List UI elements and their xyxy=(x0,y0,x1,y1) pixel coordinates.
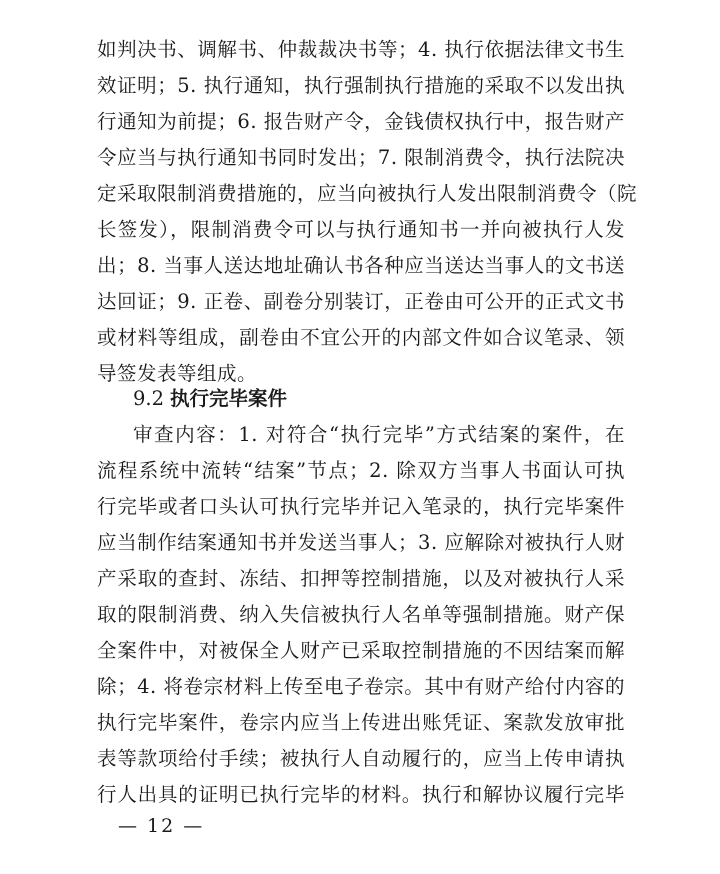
page-number: — 12 — xyxy=(118,815,205,837)
section-heading xyxy=(133,381,287,417)
section-number: 9.2 xyxy=(133,387,165,410)
paragraph-line: 行通知为前提；6. 报告财产令，金钱债权执行中，报告财产 xyxy=(97,110,625,133)
paragraph-line: 产采取的查封、冻结、扣押等控制措施，以及对被执行人采 xyxy=(97,567,625,590)
paragraph-line: 或材料等组成，副卷由不宜公开的内部文件如合议笔录、领 xyxy=(97,326,625,349)
paragraph-line: 行人出具的证明已执行完毕的材料。执行和解协议履行完毕 xyxy=(97,783,625,806)
paragraph-line: 全案件中，对被保全人财产已采取控制措施的不因结案而解 xyxy=(97,639,625,662)
paragraph-line: 取的限制消费、纳入失信被执行人名单等强制措施。财产保 xyxy=(97,603,625,626)
paragraph-line: 如判决书、调解书、仲裁裁决书等；4. 执行依据法律文书生 xyxy=(97,38,625,61)
paragraph-line: 定采取限制消费措施的，应当向被执行人发出限制消费令（院 xyxy=(97,182,638,205)
paragraph-line: 出；8. 当事人送达地址确认书各种应当送达当事人的文书送 xyxy=(97,254,625,277)
paragraph-line: 行完毕或者口头认可执行完毕并记入笔录的，执行完毕案件 xyxy=(97,495,625,518)
paragraph-line: 达回证；9. 正卷、副卷分别装订，正卷由可公开的正式文书 xyxy=(97,290,625,313)
paragraph-line: 令应当与执行通知书同时发出；7. 限制消费令，执行法院决 xyxy=(97,146,625,169)
paragraph-line: 导签发表等组成。 xyxy=(97,362,258,385)
paragraph-line: 效证明；5. 执行通知，执行强制执行措施的采取不以发出执 xyxy=(97,74,625,97)
paragraph-line: 审查内容：1. 对符合“执行完毕”方式结案的案件，在 xyxy=(133,423,625,446)
paragraph-line: 执行完毕案件，卷宗内应当上传进出账凭证、案款发放审批 xyxy=(97,711,625,734)
section-title: 执行完毕案件 xyxy=(170,387,288,410)
paragraph-line: 应当制作结案通知书并发送当事人；3. 应解除对被执行人财 xyxy=(97,531,625,554)
paragraph-line: 除；4. 将卷宗材料上传至电子卷宗。其中有财产给付内容的 xyxy=(97,675,625,698)
paragraph-line: 表等款项给付手续；被执行人自动履行的，应当上传申请执 xyxy=(97,747,625,770)
paragraph-line: 长签发），限制消费令可以与执行通知书一并向被执行人发 xyxy=(97,218,625,241)
paragraph-line: 流程系统中流转“结案”节点；2. 除双方当事人书面认可执 xyxy=(97,459,625,482)
